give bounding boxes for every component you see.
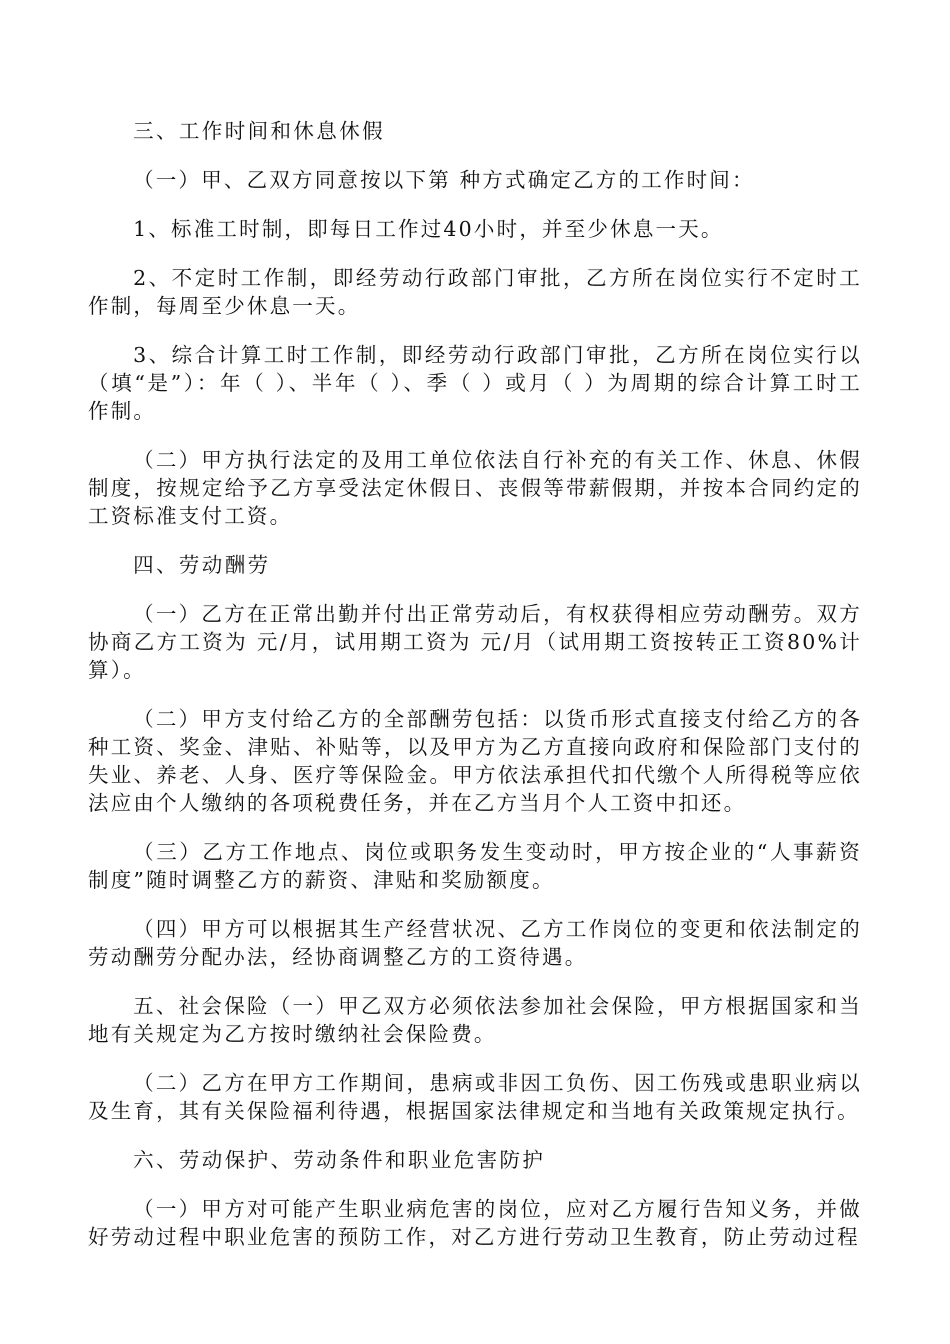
paragraph-flexible-hours: 2、不定时工作制，即经劳动行政部门审批，乙方所在岗位实行不定时工作制，每周至少休息一天。 (88, 266, 862, 318)
section-heading-work-hours: 三、工作时间和休息休假 (133, 119, 385, 143)
paragraph-rest-leave: （二）甲方执行法定的及用工单位依法自行补充的有关工作、休息、休假制度，按规定给予乙方享受法定休假日、丧假等带薪假期，并按本合同约定的工资标准支付工资。 (88, 448, 862, 528)
paragraph-social-insurance: 五、社会保险（一）甲乙双方必须依法参加社会保险，甲方根据国家和当地有关规定为乙方按时缴纳社会保险费。 (88, 994, 862, 1046)
paragraph-occupational-hazard: （一）甲方对可能产生职业病危害的岗位，应对乙方履行告知义务，并做好劳动过程中职业危害的预防工作，对乙方进行劳动卫生教育，防止劳动过程 (88, 1197, 862, 1249)
paragraph-comprehensive-hours: 3、综合计算工时工作制，即经劳动行政部门审批，乙方所在岗位实行以（填“是”）：年（ ）、半年（ ）、季（ ）或月（ ）为周期的综合计算工时工作制。 (88, 343, 862, 423)
paragraph-pay-negotiation: （四）甲方可以根据其生产经营状况、乙方工作岗位的变更和依法制定的劳动酬劳分配办法，经协商调整乙方的工资待遇。 (88, 917, 862, 969)
paragraph-salary-adjustment: （三）乙方工作地点、岗位或职务发生变动时，甲方按企业的“人事薪资制度”随时调整乙方的薪资、津贴和奖励额度。 (88, 840, 862, 892)
section-heading-labor-protection: 六、劳动保护、劳动条件和职业危害防护 (133, 1148, 546, 1172)
document-body (88, 117, 862, 1251)
paragraph-insurance-benefits: （二）乙方在甲方工作期间，患病或非因工负伤、因工伤残或患职业病以及生育，其有关保险福利待遇，根据国家法律规定和当地有关政策规定执行。 (88, 1071, 862, 1123)
paragraph-salary: （一）乙方在正常出勤并付出正常劳动后，有权获得相应劳动酬劳。双方协商乙方工资为 元/月，试用期工资为 元/月（试用期工资按转正工资80%计算）。 (88, 602, 862, 682)
paragraph-work-time-options: （一）甲、乙双方同意按以下第 种方式确定乙方的工作时间： (133, 168, 755, 192)
section-heading-remuneration: 四、劳动酬劳 (133, 553, 271, 577)
paragraph-total-remuneration: （二）甲方支付给乙方的全部酬劳包括：以货币形式直接支付给乙方的各种工资、奖金、津贴、补贴等，以及甲方为乙方直接向政府和保险部门支付的失业、养老、人身、医疗等保险金。甲方依法承担代扣代缴个人所得税等应依法应由个人缴纳的各项税费任务，并在乙方当月个人工资中扣还。 (88, 707, 862, 815)
paragraph-standard-hours: 1、标准工时制，即每日工作过40小时，并至少休息一天。 (133, 217, 724, 241)
